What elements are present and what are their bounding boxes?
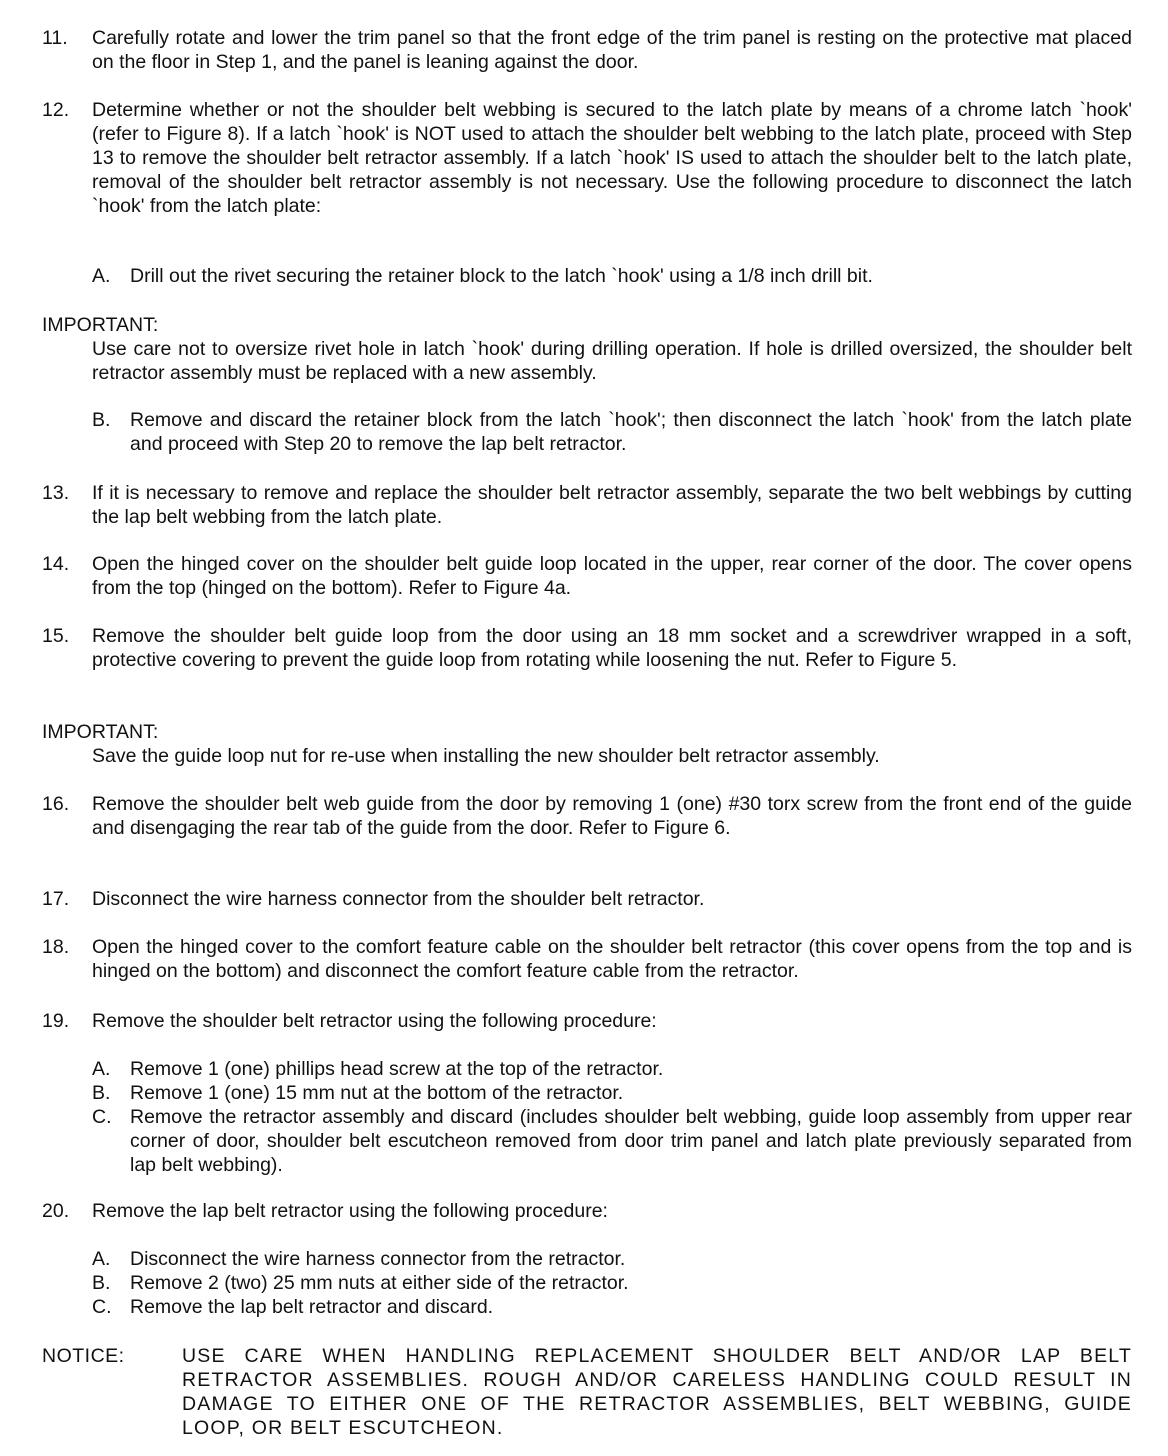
step-text: Determine whether or not the shoulder belt webbing is secured to the latch plate by means of a chrome latch `hook' (refer to Figure 8). If a latch `hook' is NOT used to attach the shoulder belt webbing to the latch plate, proceed with Step 13 to remove the shoulder belt retractor assembly. If a latch `hook' IS used to attach the shoulder belt to the latch plate, removal of the shoulder belt retractor assembly is not necessary. Use the following procedure to disconnect the latch `hook' from the latch plate: xyxy=(92,99,1132,217)
substep-letter: C. xyxy=(92,1106,112,1128)
notice-text: USE CARE WHEN HANDLING REPLACEMENT SHOULDER BELT AND/OR LAP BELT RETRACTOR ASSEMBLIES. ROUGH AND/OR CARELESS HANDLING COULD RESULT IN DAMAGE TO EITHER ONE OF THE RETRACTOR ASSEMBLIES, BELT WEBBING, GUIDE LOOP, OR BELT ESCUTCHEON. xyxy=(182,1345,1132,1439)
step-text: If it is necessary to remove and replace the shoulder belt retractor assembly, separate the two belt webbings by cutting the lap belt webbing from the latch plate. xyxy=(92,482,1132,528)
substep-letter: A. xyxy=(92,1058,111,1080)
step-text: Carefully rotate and lower the trim panel so that the front edge of the trim panel is resting on the protective mat placed on the floor in Step 1, and the panel is leaning against the door. xyxy=(92,27,1132,73)
substep-letter: A. xyxy=(92,265,111,287)
step-number: 16. xyxy=(42,793,70,815)
substep-text: Remove 1 (one) 15 mm nut at the bottom of the retractor. xyxy=(130,1082,624,1104)
substep-letter: C. xyxy=(92,1296,112,1318)
substep-letter: B. xyxy=(92,1272,111,1294)
substep-text: Drill out the rivet securing the retainer block to the latch `hook' using a 1/8 inch drill bit. xyxy=(130,265,873,287)
substep-text: Disconnect the wire harness connector from the retractor. xyxy=(130,1248,626,1270)
step-number: 18. xyxy=(42,936,70,958)
step-text: Disconnect the wire harness connector from the shoulder belt retractor. xyxy=(92,888,705,910)
step-number: 14. xyxy=(42,553,70,575)
substep-text: Remove and discard the retainer block from the latch `hook'; then disconnect the latch `hook' from the latch plate and proceed with Step 20 to remove the lap belt retractor. xyxy=(130,409,1132,455)
step-text: Open the hinged cover to the comfort feature cable on the shoulder belt retractor (this cover opens from the top and is hinged on the bottom) and disconnect the comfort feature cable from the retractor. xyxy=(92,936,1132,982)
step-number: 17. xyxy=(42,888,70,910)
substep-letter: A. xyxy=(92,1248,111,1270)
step-number: 12. xyxy=(42,99,70,121)
step-text: Remove the shoulder belt retractor using the following procedure: xyxy=(92,1010,657,1032)
step-number: 15. xyxy=(42,625,70,647)
substep-text: Remove 2 (two) 25 mm nuts at either side of the retractor. xyxy=(130,1272,629,1294)
step-text: Remove the shoulder belt guide loop from the door using an 18 mm socket and a screwdriver wrapped in a soft, protective covering to prevent the guide loop from rotating while loosening the nut. Refer to Figure 5. xyxy=(92,625,1132,671)
important-text: Use care not to oversize rivet hole in latch `hook' during drilling operation. If hole is drilled oversized, the shoulder belt retractor assembly must be replaced with a new assembly. xyxy=(92,338,1132,384)
substep-text: Remove the lap belt retractor and discard. xyxy=(130,1296,494,1318)
important-label: IMPORTANT: xyxy=(42,721,159,743)
important-label: IMPORTANT: xyxy=(42,314,159,336)
substep-letter: B. xyxy=(92,1082,111,1104)
substep-letter: B. xyxy=(92,409,111,431)
step-number: 20. xyxy=(42,1200,70,1222)
step-number: 11. xyxy=(42,27,68,49)
step-number: 13. xyxy=(42,482,70,504)
step-number: 19. xyxy=(42,1010,70,1032)
notice-label: NOTICE: xyxy=(42,1345,125,1367)
important-text: Save the guide loop nut for re-use when installing the new shoulder belt retractor assembly. xyxy=(92,745,880,767)
substep-text: Remove the retractor assembly and discard (includes shoulder belt webbing, guide loop assembly from upper rear corner of door, shoulder belt escutcheon removed from door trim panel and latch plate previously separated from lap belt webbing). xyxy=(130,1106,1132,1176)
step-text: Remove the lap belt retractor using the following procedure: xyxy=(92,1200,608,1222)
step-text: Remove the shoulder belt web guide from the door by removing 1 (one) #30 torx screw from the front end of the guide and disengaging the rear tab of the guide from the door. Refer to Figure 6. xyxy=(92,793,1132,839)
step-text: Open the hinged cover on the shoulder belt guide loop located in the upper, rear corner of the door. The cover opens from the top (hinged on the bottom). Refer to Figure 4a. xyxy=(92,553,1132,599)
substep-text: Remove 1 (one) phillips head screw at the top of the retractor. xyxy=(130,1058,664,1080)
